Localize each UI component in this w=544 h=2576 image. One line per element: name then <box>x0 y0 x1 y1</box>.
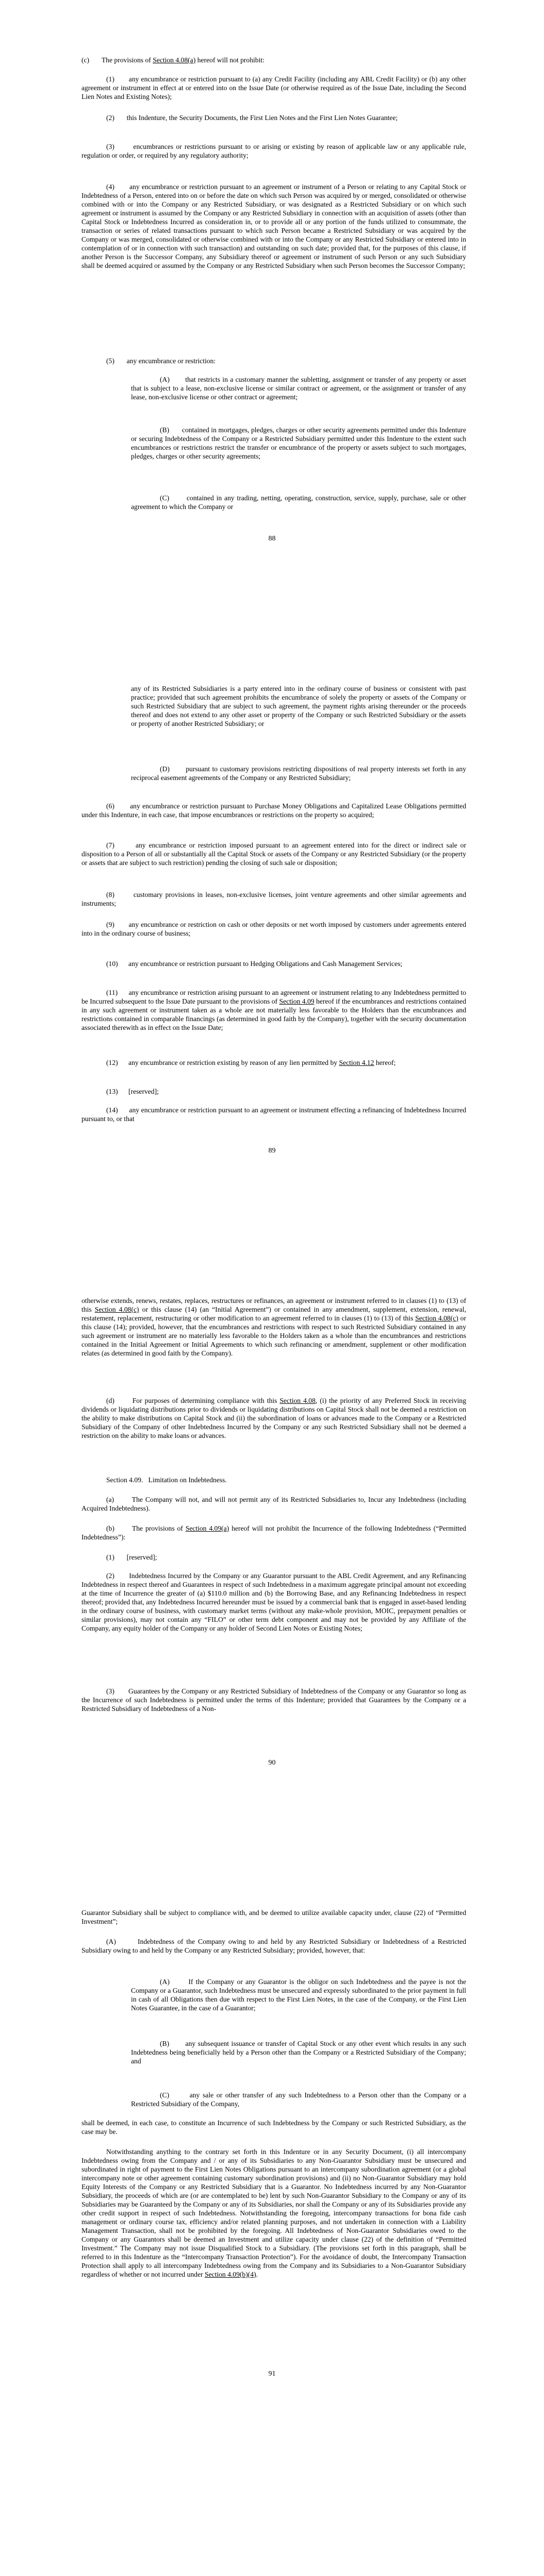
paragraph-4-09-b: (b) The provisions of Section 4.09(a) hereof will not prohibit the Incurrence of the following Indebtedness (“Permitted Indebtedness”): <box>81 1524 466 1541</box>
paragraph-c2: (2) this Indenture, the Security Documents, the First Lien Notes and the First Lien Notes Guarantee; <box>106 114 398 122</box>
paragraph-c: (c) The provisions of Section 4.08(a) hereof will not prohibit: <box>81 56 265 64</box>
paragraph-4-09-b3-cont: Guarantor Subsidiary shall be subject to compliance with, and be deemed to utilize available capacity under, clause (22) of “Permitted Investment”; <box>81 1909 466 1925</box>
section-reference: Section 4.12 <box>339 1059 374 1066</box>
paragraph-d: (d) For purposes of determining compliance with this Section 4.08, (i) the priority of any Preferred Stock in receiving dividends or liquidating distributions prior to dividends or liquidating distributions on Capital Stock shall not be deemed a restriction on the ability to make distributions on Capital Stock and (ii) the subordination of loans or advances made to the Company or a Restricted Subsidiary of the Company of other Indebtedness Incurred by the Company or any such Restricted Subsidiary shall not be deemed a restriction on the ability to make loans or advances. <box>81 1397 466 1439</box>
paragraph-4-09-b3: (3) Guarantees by the Company or any Restricted Subsidiary of Indebtedness of the Company or any Guarantor so long as the Incurrence of such Indebtedness is permitted under the terms of this Indenture; provided that Guarantees by the Company or a Restricted Subsidiary of Indebtedness of a Non- <box>81 1687 466 1713</box>
paragraph-c11: (11) any encumbrance or restriction arising pursuant to an agreement or instrument relating to any Indebtedness permitted to be Incurred subsequent to the Issue Date pursuant to the provisions of Section 4.09 hereof if the encumbrances and restrictions contained in any such agreement or instrument taken as a whole are not materially less favorable to the Holders than the encumbrances and restrictions contained in comparable financings (as determined in good faith by the Company), together with the security documentation associated therewith as in effect on the Issue Date; <box>81 989 466 1031</box>
paragraph-4-09-b1: (1) [reserved]; <box>106 1553 157 1561</box>
section-reference: Section 4.09 <box>279 997 315 1005</box>
page-number: 89 <box>268 1147 276 1155</box>
paragraph-4-09-b2: (2) Indebtedness Incurred by the Company or any Guarantor pursuant to the ABL Credit Agreement, and any Refinancing Indebtedness in respect thereof and Guarantees in respect of such Indebtedness in a maximum aggregate principal amount not exceeding at the time of Incurrence the greater of (a) $110.0 million and (b) the Borrowing Base, and any Refinancing Indebtedness in respect thereof; provided that, any Indebtedness Incurred hereunder must be issued by a commercial bank that is engaged in asset-based lending in the ordinary course of business, with customary market terms (without any make-whole provision, MOIC, prepayment penalties or similar provisions), may not contain any “FILO” or other term debt component and may not be provided by any Affiliate of the Company, any equity holder of the Company or any holder of Second Lien Notes or Existing Notes; <box>81 1572 466 1632</box>
section-reference: Section 4.08(c) <box>94 1306 139 1313</box>
paragraph-c5d: (D) pursuant to customary provisions restricting dispositions of real property interests set forth in any reciprocal easement agreements of the Company or any Restricted Subsidiary; <box>131 765 466 782</box>
page-number: 90 <box>268 1759 276 1767</box>
paragraph-c5: (5) any encumbrance or restriction: <box>106 357 216 365</box>
paragraph-c12: (12) any encumbrance or restriction existing by reason of any lien permitted by Section 4.12 hereof; <box>106 1059 396 1066</box>
paragraph-c14: (14) any encumbrance or restriction pursuant to an agreement or instrument effecting a refinancing of Indebtedness Incurred pursuant to, or that <box>81 1106 466 1123</box>
paragraph-c5b: (B) contained in mortgages, pledges, charges or other security agreements permitted under this Indenture or securing Indebtedness of the Company or a Restricted Subsidiary permitted under this Indenture to the extent such encumbrances or restrictions restrict the transfer or encumbrance of the property or assets subject to such mortgages, pledges, charges or other security agreements; <box>131 426 466 460</box>
section-reference: Section 4.08 <box>279 1397 316 1404</box>
paragraph-c5c: (C) contained in any trading, netting, operating, construction, service, supply, purchase, sale or other agreement to which the Company or <box>131 494 466 511</box>
paragraph-4-09-b4a: (A) If the Company or any Guarantor is the obligor on such Indebtedness and the payee is not the Company or a Guarantor, such Indebtedness must be unsecured and expressly subordinated to the prior payment in full in cash of all Obligations then due with respect to the First Lien Notes, in the case of the Company, or the First Lien Notes Guarantee, in the case of a Guarantor; <box>131 1978 466 2012</box>
section-4-09-heading: Section 4.09. Limitation on Indebtedness. <box>106 1476 227 1484</box>
section-reference: Section 4.08(c) <box>415 1314 458 1322</box>
paragraph-c14-cont: otherwise extends, renews, restates, replaces, restructures or refinances, an agreement or instrument referred to in clauses (1) to (13) of this Section 4.08(c) or this clause (14) (an “Initial Agreement”) or contained in any amendment, supplement, extension, renewal, restatement, replacement, restructuring or other modification to an agreement referred to in clauses (1) to (13) of this Section 4.08(c) or this clause (14); provided, however, that the encumbrances and restrictions with respect to such Restricted Subsidiary contained in any such agreement or instrument are no materially less favorable to the Holders taken as a whole than the encumbrances and restrictions contained in the Initial Agreement or Initial Agreements to which such refinancing or amendment, supplement or other modification relates (as determined in good faith by the Company). <box>81 1297 466 1357</box>
paragraph-4-09-b4: (A) Indebtedness of the Company owing to and held by any Restricted Subsidiary or Indebtedness of a Restricted Subsidiary owing to and held by the Company or any Restricted Subsidiary; provided, however, that: <box>81 1938 466 1954</box>
paragraph-4-09-a: (a) The Company will not, and will not permit any of its Restricted Subsidiaries to, Incur any Indebtedness (including Acquired Indebtedness). <box>81 1496 466 1512</box>
paragraph-intercompany-protection: Notwithstanding anything to the contrary set forth in this Indenture or in any Security Document, (i) all intercompany Indebtedness owing from the Company and / or any of its Subsidiaries to any Non-Guarantor Subsidiary must be unsecured and subordinated in right of payment to the First Lien Notes Obligations pursuant to an intercompany subordination agreement (or a global intercompany note or other agreement containing customary subordination provisions) and (ii) no Non-Guarantor Subsidiary may hold Equity Interests of the Company or any Restricted Subsidiary that is a Guarantor. No Indebtedness incurred by any Non-Guarantor Subsidiary, the proceeds of which are (or are contemplated to be) lent by such Non-Guarantor Subsidiary to the Company or any of its Subsidiaries may be Guaranteed by the Company or any of its Subsidiaries, nor shall the Company or any of its Subsidiaries provide any other credit support in respect of such Indebtedness. Notwithstanding the foregoing, intercompany transactions for bona fide cash management or ordinary course tax, efficiency and/or related planning purposes, and not undertaken in connection with a Liability Management Transaction, shall not be prohibited by the foregoing. All Indebtedness of Non-Guarantor Subsidiaries owed to the Company or any Guarantors shall be deemed an Investment and utilize capacity under clause (22) of the definition of “Permitted Investment.” The Company may not issue Disqualified Stock to a Subsidiary. (The provisions set forth in this paragraph, shall be referred to in this Indenture as the “Intercompany Transaction Protection”). For the avoidance of doubt, the Intercompany Transaction Protection shall apply to all intercompany Indebtedness owing from the Company and its Subsidiaries to a Non-Guarantor Subsidiary regardless of whether or not incurred under Section 4.09(b)(4). <box>81 2148 466 2278</box>
page-number: 88 <box>268 535 276 543</box>
paragraph-4-09-b4c: (C) any sale or other transfer of any such Indebtedness to a Person other than the Company or a Restricted Subsidiary of the Company, <box>131 2091 466 2108</box>
paragraph-c3: (3) encumbrances or restrictions pursuant to or arising or existing by reason of applicable law or any applicable rule, regulation or order, or required by any regulatory authority; <box>81 143 466 159</box>
paragraph-c5c-cont: any of its Restricted Subsidiaries is a party entered into in the ordinary course of business or consistent with past practice; provided that such agreement prohibits the encumbrance of solely the property or assets of the Company or such Restricted Subsidiary that are subject to such agreement, the payment rights arising thereunder or the proceeds thereof and does not extend to any other asset or property of the Company or such Restricted Subsidiary or the assets or property of another Restricted Subsidiary; or <box>131 685 466 727</box>
section-reference: Section 4.08(a) <box>153 56 196 64</box>
paragraph-c9: (9) any encumbrance or restriction on cash or other deposits or net worth imposed by customers under agreements entered into in the ordinary course of business; <box>81 921 466 937</box>
paragraph-c5a: (A) that restricts in a customary manner the subletting, assignment or transfer of any property or asset that is subject to a lease, non-exclusive license or similar contract or agreement, or the assignment or transfer of any lease, non-exclusive license or other contract or agreement; <box>131 376 466 401</box>
paragraph-c4: (4) any encumbrance or restriction pursuant to an agreement or instrument of a Person or relating to any Capital Stock or Indebtedness of a Person, entered into on or before the date on which such Person was acquired by or merged, consolidated or otherwise combined with or into the Company or any Restricted Subsidiary, or was designated as a Restricted Subsidiary or on which such agreement or instrument is assumed by the Company or any Restricted Subsidiary in connection with an acquisition of assets (other than Capital Stock or Indebtedness Incurred as consideration in, or to provide all or any portion of the funds utilized to consummate, the transaction or series of related transactions pursuant to which such Person became a Restricted Subsidiary or was acquired by the Company or was merged, consolidated or otherwise combined with or into the Company or any Restricted Subsidiary or entered into in contemplation of or in connection with such transaction) and outstanding on such date; provided that, for the purposes of this clause, if another Person is the Successor Company, any Subsidiary thereof or agreement or instrument of such Person or any such Subsidiary shall be deemed acquired or assumed by the Company or any Restricted Subsidiary when such Person becomes the Successor Company; <box>81 183 466 269</box>
paragraph-c1: (1) any encumbrance or restriction pursuant to (a) any Credit Facility (including any ABL Credit Facility) or (b) any other agreement or instrument in effect at or entered into on the Issue Date (or otherwise required as of the Issue Date, including the Second Lien Notes and Existing Notes); <box>81 75 466 100</box>
paragraph-c6: (6) any encumbrance or restriction pursuant to Purchase Money Obligations and Capitalized Lease Obligations permitted under this Indenture, in each case, that impose encumbrances or restrictions on the property so acquired; <box>81 802 466 819</box>
paragraph-deemed-incurrence: shall be deemed, in each case, to constitute an Incurrence of such Indebtedness by the Company or such Restricted Subsidiary, as the case may be. <box>81 2119 466 2136</box>
page-number: 91 <box>268 2370 276 2378</box>
paragraph-c13: (13) [reserved]; <box>106 1088 159 1095</box>
paragraph-c7: (7) any encumbrance or restriction imposed pursuant to an agreement entered into for the direct or indirect sale or disposition to a Person of all or substantially all the Capital Stock or assets of the Company or any Restricted Subsidiary (or the property or assets that are subject to such restriction) pending the closing of such sale or disposition; <box>81 841 466 867</box>
section-reference: Section 4.09(a) <box>185 1524 229 1532</box>
paragraph-c10: (10) any encumbrance or restriction pursuant to Hedging Obligations and Cash Management Services; <box>106 960 403 968</box>
paragraph-4-09-b4b: (B) any subsequent issuance or transfer of Capital Stock or any other event which results in any such Indebtedness being beneficially held by a Person other than the Company or a Restricted Subsidiary of the Company; and <box>131 2040 466 2065</box>
section-reference: Section 4.09(b)(4) <box>204 2270 256 2278</box>
paragraph-c8: (8) customary provisions in leases, non-exclusive licenses, joint venture agreements and other similar agreements and instruments; <box>81 891 466 907</box>
